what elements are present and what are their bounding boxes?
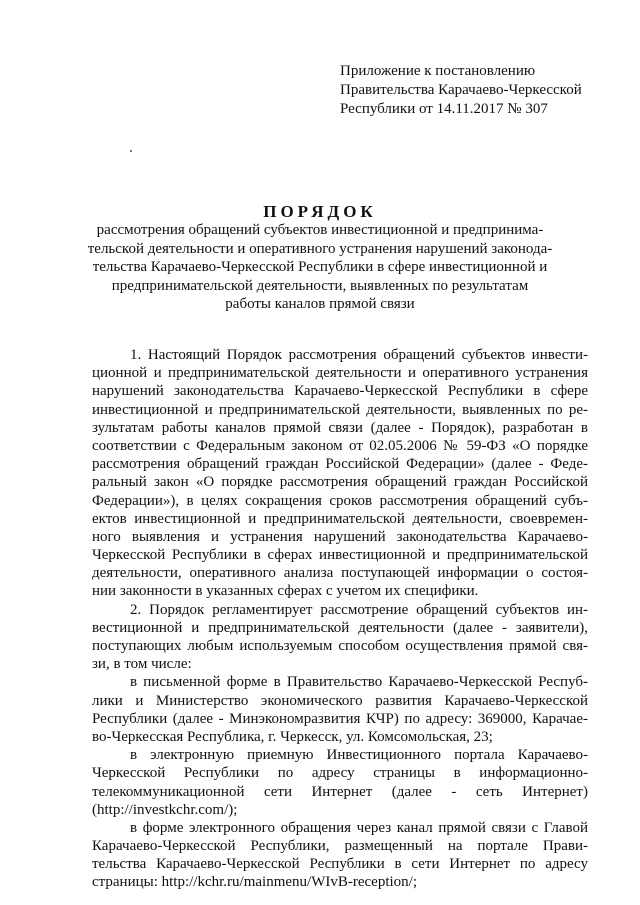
- list-item-line: (http://investkchr.com/);: [92, 801, 238, 818]
- paragraph-1-line: Федерации»), в целях сокращения сроков рассмотрения обращений субъ-: [92, 492, 588, 509]
- paragraph-1-line: рассмотрения обращений граждан Российской Федерации» (далее - Феде-: [92, 456, 588, 473]
- subtitle-line: тельской деятельности и оперативного устранения нарушений законода-: [87, 240, 553, 257]
- appendix-note: [340, 62, 610, 119]
- paragraph-1-line: нии законности в указанных сферах с учетом их специфики.: [92, 583, 479, 600]
- paragraph-1-line: ральный закон «О порядке рассмотрения обращений граждан Российской: [92, 474, 588, 491]
- list-item-line: во-Черкесская Республика, г. Черкесск, ул. Комсомольская, 23;: [92, 728, 493, 745]
- appendix-line: Республики от 14.11.2017 № 307: [340, 101, 548, 117]
- paragraph-1-line: Черкесской Республики в сферах инвестиционной и предпринимательской: [92, 547, 588, 564]
- list-item-line: страницы: http://kchr.ru/mainmenu/WIvB-reception/;: [92, 874, 417, 891]
- paragraph-2-line: 2. Порядок регламентирует рассмотрение обращений субъектов ин-: [130, 601, 588, 618]
- paragraph-2-line: зи, в том числе:: [92, 656, 192, 673]
- list-item-line: Карачаево-Черкесской Республики, размещенный на портале Прави-: [92, 838, 588, 855]
- paragraph-1-line: нарушений законодательства Карачаево-Черкесской Республики в сфере: [92, 383, 588, 400]
- list-item-line: Черкесской Республики по адресу страницы в информационно-: [92, 765, 588, 782]
- paragraph-1-line: соответствии с Федеральным законом от 02.05.2006 № 59-ФЗ «О порядке: [92, 437, 588, 454]
- paragraph-2-line: вестиционной и предпринимательской деятельности (далее - заявители),: [92, 619, 588, 636]
- document-subtitle: [60, 221, 580, 314]
- paragraph-1-line: деятельности, оперативного анализа поступающей информации о состоя-: [92, 565, 588, 582]
- paragraph-1-line: ного выявления и устранения нарушений законодательства Карачаево-: [92, 528, 588, 545]
- document-body: [92, 346, 588, 892]
- list-item-line: в форме электронного обращения через канал прямой связи с Главой: [130, 819, 588, 836]
- paragraph-1-line: инвестиционной и предпринимательской деятельности, выявленных по ре-: [92, 401, 588, 418]
- list-item-line: тельства Карачаево-Черкесской Республики в сети Интернет по адресу: [92, 856, 588, 873]
- appendix-line: Правительства Карачаево-Черкесской: [340, 82, 582, 98]
- paragraph-1-line: ектов инвестиционной и предпринимательской деятельности, своевремен-: [92, 510, 588, 527]
- paragraph-1-line: ционной и предпринимательской деятельности и оперативного устранения: [92, 365, 588, 382]
- appendix-line: Приложение к постановлению: [340, 63, 536, 79]
- subtitle-line: предпринимательской деятельности, выявленных по результатам: [111, 277, 529, 294]
- list-item-line: телекоммуникационной сети Интернет (далее - сеть Интернет): [92, 783, 588, 800]
- list-item-line: в письменной форме в Правительство Карачаево-Черкесской Респуб-: [130, 674, 588, 691]
- list-item-line: Республики (далее - Минэкономразвития КЧР) по адресу: 369000, Карачае-: [92, 710, 588, 727]
- paragraph-1-line: 1. Настоящий Порядок рассмотрения обращений субъектов инвести-: [130, 347, 588, 363]
- subtitle-line: работы каналов прямой связи: [225, 296, 415, 312]
- paragraph-1-line: зультатам работы каналов прямой связи (далее - Порядок), разработан в: [92, 419, 588, 436]
- list-item-line: в электронную приемную Инвестиционного портала Карачаево-: [130, 747, 588, 764]
- scan-speck: [130, 150, 132, 152]
- subtitle-line: тельства Карачаево-Черкесской Республики в сфере инвестиционной и: [92, 259, 548, 275]
- subtitle-line: рассмотрения обращений субъектов инвестиционной и предпринима-: [96, 222, 544, 238]
- paragraph-2-line: поступающих любым используемым способом осуществления прямой свя-: [92, 638, 588, 654]
- list-item-line: лики и Министерство экономического развития Карачаево-Черкесской: [92, 692, 588, 709]
- document-title: ПОРЯДОК: [263, 202, 377, 221]
